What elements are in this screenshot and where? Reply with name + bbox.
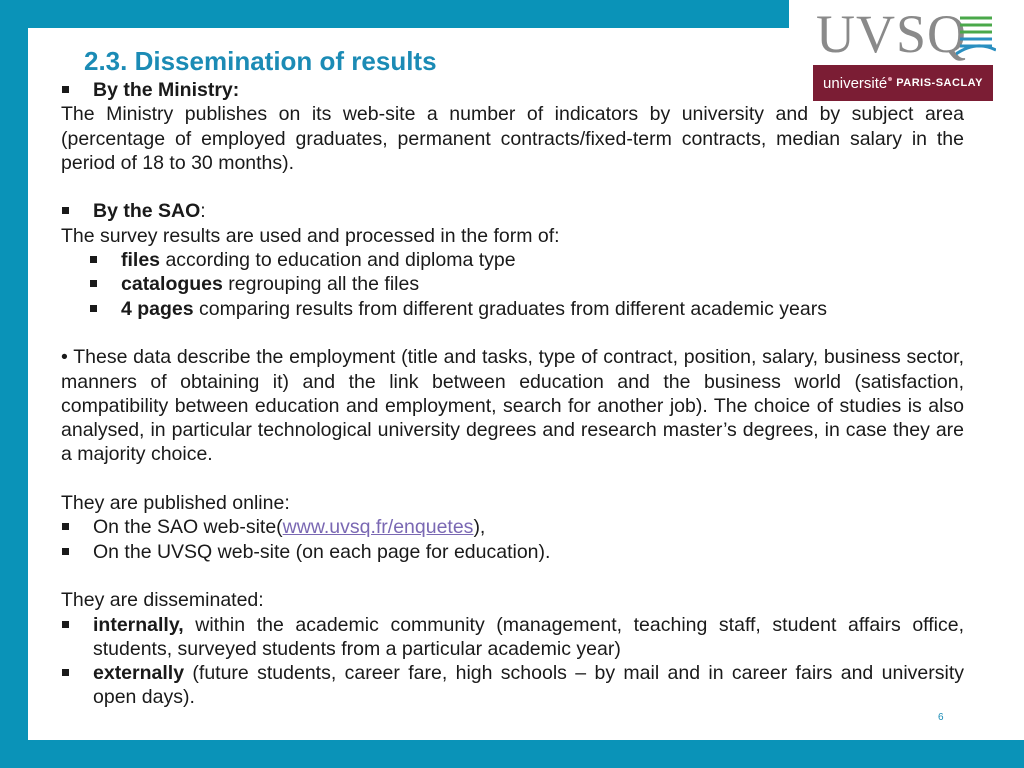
spacer — [61, 321, 964, 345]
data-description-paragraph: • These data describe the employment (title and tasks, type of contract, position, salary, business sector, manners of obtaining it) and the link between education and the business world (satisfaction, compatibility between education and employment, search for another job). The choice of studies is also analysed, in particular technological university degrees and research master’s degrees, in case they are a majority choice. — [61, 346, 964, 466]
square-bullet-icon — [62, 86, 69, 93]
disseminated-item-bold: internally, — [93, 613, 184, 636]
sao-heading-colon: : — [200, 200, 206, 223]
sao-item-bold: 4 pages — [121, 297, 194, 320]
published-item-prefix: On the SAO web-site( — [93, 516, 283, 539]
published-intro: They are published online: — [61, 492, 290, 515]
disseminated-list-item — [61, 661, 964, 710]
disseminated-list-item — [61, 613, 964, 662]
square-bullet-icon — [62, 621, 69, 628]
square-bullet-icon — [62, 207, 69, 214]
sao-heading-item — [61, 199, 964, 223]
square-bullet-icon — [62, 669, 69, 676]
uvsq-emblem-icon — [956, 10, 996, 56]
disseminated-item-text: (future students, career fare, high schools – by mail and in career fairs and university open days). — [93, 662, 964, 709]
disseminated-intro: They are disseminated: — [61, 589, 264, 612]
square-bullet-icon — [90, 280, 97, 287]
sao-item-bold: catalogues — [121, 273, 223, 296]
disseminated-item-text: within the academic community (management, teaching staff, student affairs office, students, surveyed students from a particular academic year) — [93, 613, 964, 660]
sao-list-item — [61, 272, 964, 296]
published-list-item — [61, 540, 964, 564]
uvsq-logo: UVSQ — [816, 4, 968, 64]
paris-saclay-label: PARIS-SACLAY — [896, 77, 983, 89]
sao-intro: The survey results are used and processed in the form of: — [61, 224, 560, 247]
universite-label: université — [823, 74, 888, 92]
sao-item-bold: files — [121, 249, 161, 272]
disseminated-item-bold: externally — [93, 662, 185, 685]
page-title: 2.3. Dissemination of results — [84, 46, 437, 76]
spacer — [61, 467, 964, 491]
square-bullet-icon — [90, 305, 97, 312]
sao-website-link[interactable]: www.uvsq.fr/enquetes — [282, 516, 474, 539]
published-list-item — [61, 515, 964, 539]
sao-item-text: according to education and diploma type — [160, 249, 516, 272]
published-item-text: On the UVSQ web-site (on each page for education). — [93, 540, 551, 563]
spacer — [61, 564, 964, 588]
ministry-text: The Ministry publishes on its web-site a number of indicators by university and by subject area (percentage of employed graduates, permanent contracts/fixed-term contracts, median salary in the period of 18 to 30 months). — [61, 103, 964, 174]
sao-list-item — [61, 248, 964, 272]
ministry-heading: By the Ministry: — [93, 79, 240, 101]
sao-item-text: regrouping all the files — [222, 273, 420, 296]
page-number: 6 — [938, 712, 944, 723]
sao-list-item — [61, 297, 964, 321]
sao-item-text: comparing results from different graduates from different academic years — [193, 297, 827, 320]
sao-heading: By the SAO — [93, 200, 201, 223]
square-bullet-icon — [62, 523, 69, 530]
ministry-heading-item — [61, 78, 964, 102]
published-item-suffix: ), — [473, 516, 486, 539]
spacer — [61, 175, 964, 199]
slide-content — [61, 78, 964, 710]
square-bullet-icon — [90, 256, 97, 263]
square-bullet-icon — [62, 548, 69, 555]
